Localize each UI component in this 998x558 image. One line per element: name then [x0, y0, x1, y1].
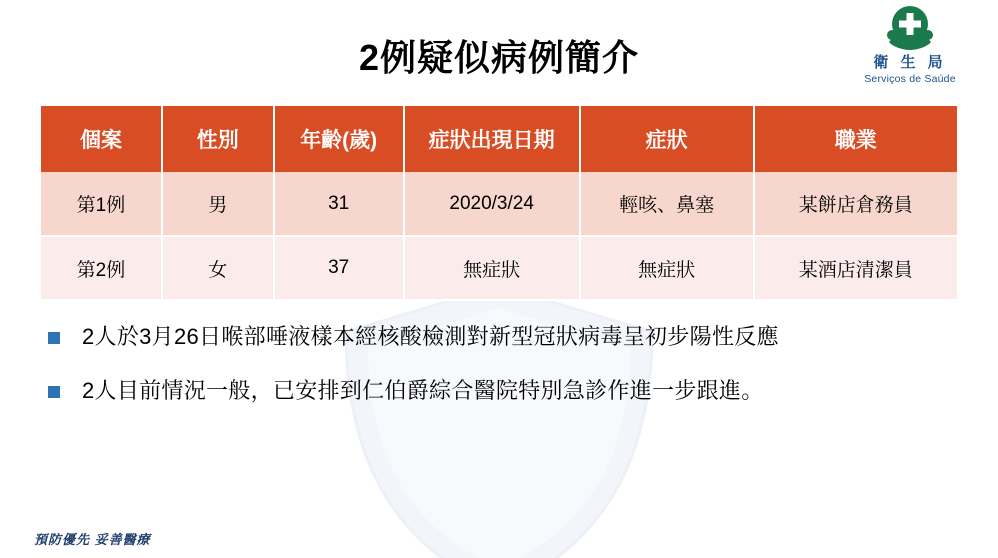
table-cell: 輕咳、鼻塞 [580, 172, 754, 236]
square-bullet-icon [48, 386, 60, 398]
table-cell: 37 [274, 236, 404, 300]
table-header-cell: 個案 [41, 106, 162, 172]
table-cell: 某餅店倉務員 [754, 172, 957, 236]
table-cell: 無症狀 [580, 236, 754, 300]
table-header-cell: 職業 [754, 106, 957, 172]
table-cell: 女 [162, 236, 274, 300]
list-item-text: 2人目前情況一般，已安排到仁伯爵綜合醫院特別急診作進一步跟進。 [82, 377, 764, 403]
table-cell: 31 [274, 172, 404, 236]
page-title: 2例疑似病例簡介 [358, 37, 640, 78]
health-bureau-logo-icon [840, 4, 980, 50]
logo [840, 4, 980, 85]
list-item [48, 376, 968, 406]
table-cell: 無症狀 [404, 236, 580, 300]
table-cell: 某酒店清潔員 [754, 236, 957, 300]
case-summary-table [41, 106, 957, 301]
list-item-text: 2人於3月26日喉部唾液樣本經核酸檢測對新型冠狀病毒呈初步陽性反應 [82, 324, 779, 349]
table-header-row [41, 106, 957, 172]
table-cell: 2020/3/24 [404, 172, 580, 236]
table-cell: 第1例 [41, 172, 162, 236]
table-header-cell: 症狀出現日期 [404, 106, 580, 172]
table-header-cell: 年齡(歲) [274, 106, 404, 172]
square-bullet-icon [48, 332, 60, 344]
logo-name-cn: 衛 生 局 [873, 54, 947, 71]
table-row [41, 172, 957, 236]
list-item [48, 322, 968, 352]
table-header-cell: 性別 [162, 106, 274, 172]
table-row [41, 236, 957, 300]
footer-slogan: 預防優先 妥善醫療 [34, 532, 151, 547]
bullet-list [48, 322, 968, 429]
table-cell: 第2例 [41, 236, 162, 300]
table-cell: 男 [162, 172, 274, 236]
logo-name-pt: Serviços de Saúde [864, 73, 956, 85]
table-header-cell: 症狀 [580, 106, 754, 172]
